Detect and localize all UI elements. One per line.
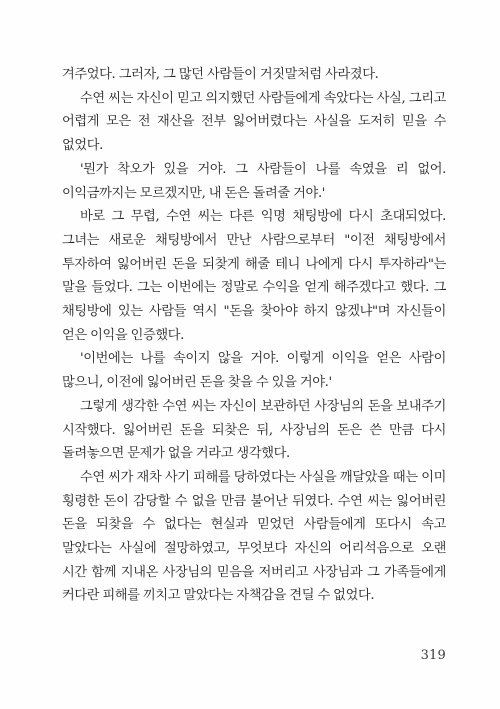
paragraph: 수연 씨가 재차 사기 피해를 당하였다는 사실을 깨달았을 때는 이미 횡령한 돈이 감당할 수 없을 만큼 불어난 뒤였다. 수연 씨는 잃어버린 돈을 되찾을 수 없다는 현실과 믿었던 사람들에게 또다시 속고 말았다는 사실에 절망하였고, 무엇보다 자신의 어리석음으로 오랜 시간 함께 지내온 사장님의 믿음을 저버리고 사장님과 그 가족들에게 커다란 피해를 끼치고 말았다는 자책감을 견딜 수 없었다.: [62, 469, 446, 604]
paragraph-inner-thought: '뭔가 착오가 있을 거야. 그 사람들이 나를 속였을 리 없어. 이익금까지는 모르겠지만, 내 돈은 돌려줄 거야.': [62, 161, 446, 201]
paragraph: 바로 그 무렵, 수연 씨는 다른 익명 채팅방에 다시 초대되었다. 그녀는 새로운 채팅방에서 만난 사람으로부터 "이전 채팅방에서 투자하여 잃어버린 돈을 되찾게 해줄 테니 나에게 다시 투자하라"는 말을 들었다. 그는 이번에는 정말로 수익을 얻게 해주겠다고 했다. 그 채팅방에 있는 사람들 역시 "돈을 찾아야 하지 않겠냐"며 자신들이 얻은 이익을 인증했다.: [62, 209, 446, 343]
body-text: [62, 63, 446, 608]
page-number: 319: [420, 648, 446, 663]
paragraph: 그렇게 생각한 수연 씨는 자신이 보관하던 사장님의 돈을 보내주기 시작했다. 잃어버린 돈을 되찾은 뒤, 사장님의 돈은 쓴 만큼 다시 돌려놓으면 문제가 없을 거라고 생각했다.: [62, 398, 446, 462]
paragraph: 수연 씨는 자신이 믿고 의지했던 사람들에게 속았다는 사실, 그리고 어렵게 모은 전 재산을 전부 잃어버렸다는 사실을 도저히 믿을 수 없었다.: [62, 90, 446, 154]
paragraph-inner-thought: '이번에는 나를 속이지 않을 거야. 이렇게 이익을 얻은 사람이 많으니, 이전에 잃어버린 돈을 찾을 수 있을 거야.': [62, 351, 446, 391]
paragraph-continued: 겨주었다. 그러자, 그 많던 사람들이 거짓말처럼 사라졌다.: [62, 67, 379, 82]
